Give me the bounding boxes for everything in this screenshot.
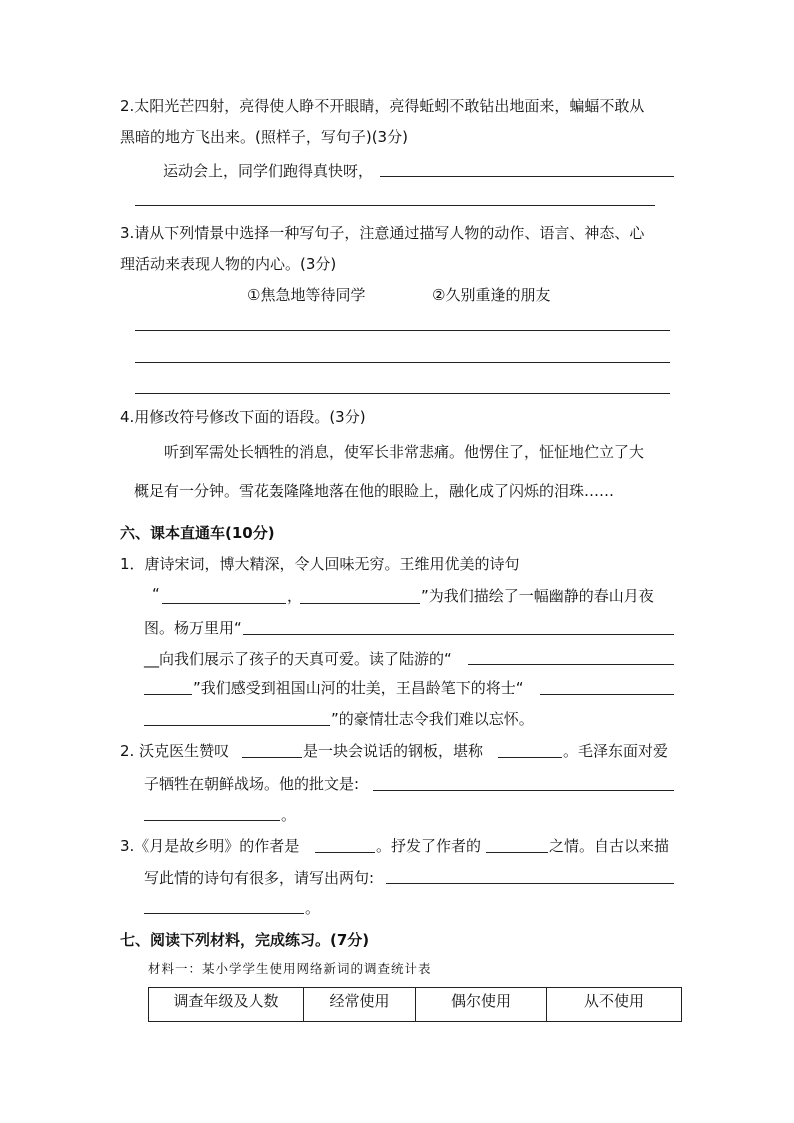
q4-title: 4.用修改符号修改下面的语段。(3分) [120,408,366,426]
s6-q3-line1-c: 之情。自古以来描 [549,837,670,855]
s6-q1-line3: 图。杨万里用“ [144,619,242,637]
s6-q1-blank-5[interactable] [144,694,192,695]
q3-answer-line-3[interactable] [135,393,670,394]
s6-q1-blank-3[interactable] [243,634,674,635]
s6-q1-blank-6[interactable] [540,694,674,695]
s6-q3-line1-a: 3.《月是故乡明》的作者是 [120,837,300,855]
s6-q2-blank-4[interactable] [144,820,280,821]
table-row [149,988,682,1022]
q2-answer-blank-1[interactable] [380,176,674,177]
q3-option-2: ②久别重逢的朋友 [432,286,551,304]
table-header-cell: 经常使用 [304,988,416,1022]
s6-q3-line2: 写此情的诗句有很多，请写出两句: [144,869,375,887]
s6-q2-blank-1[interactable] [242,757,302,758]
q2-line2: 黑暗的地方飞出来。(照样子，写句子)(3分) [120,128,408,146]
q2-prompt: 运动会上，同学们跑得真快呀， [163,162,374,180]
s6-q3-blank-3[interactable] [386,883,674,884]
s6-q2-blank-3[interactable] [373,790,674,791]
q3-line2: 理活动来表现人物的内心。(3分) [120,255,337,273]
section7-heading: 七、阅读下列材料，完成练习。(7分) [120,931,370,949]
s6-q3-blank-1[interactable] [315,852,375,853]
q4-paragraph-line1: 听到军需处长牺牲的消息，使军长非常悲痛。他愣住了，怔怔地伫立了大 [164,443,645,461]
s6-q1-line4-head: __向我们展示了孩子的天真可爱。读了陆游的“ [144,650,452,668]
survey-table [148,987,682,1022]
q2-answer-blank-2[interactable] [135,205,655,206]
material1-caption: 材料一：某小学学生使用网络新词的调查统计表 [148,961,432,976]
s6-q1-line6: ”的豪情壮志令我们难以忘怀。 [331,710,534,728]
q3-answer-line-2[interactable] [135,362,670,363]
s6-q2-line1-a: 2. 沃克医生赞叹 [120,742,230,760]
s6-q3-line3: 。 [305,899,321,917]
q3-option-1: ①焦急地等待同学 [247,286,366,304]
s6-q2-line2: 子牺牲在朝鲜战场。他的批文是: [144,775,360,793]
s6-q1-blank-2[interactable] [300,603,420,604]
s6-q3-blank-2[interactable] [486,852,548,853]
q3-line1: 3.请从下列情景中选择一种写句子，注意通过描写人物的动作、语言、神态、心 [120,224,645,242]
s6-q1-line1: 1．唐诗宋词，博大精深，令人回味无穷。王维用优美的诗句 [120,555,520,573]
s6-q2-blank-2[interactable] [498,757,562,758]
s6-q1-blank-4[interactable] [468,664,674,665]
s6-q1-line5: ”我们感受到祖国山河的壮美，王昌龄笔下的将士“ [193,679,524,697]
s6-q1-blank-1[interactable] [162,603,286,604]
s6-q2-line3: 。 [281,806,297,824]
section6-heading: 六、课本直通车(10分) [120,524,275,542]
s6-q2-line1-c: 。毛泽东面对爱 [563,742,669,760]
q4-paragraph-line2: 概足有一分钟。雪花轰隆隆地落在他的眼睑上，融化成了闪烁的泪珠…… [134,482,615,500]
s6-q3-blank-4[interactable] [144,913,304,914]
s6-q2-line1-b: 是一块会说话的钢板，堪称 [303,742,484,760]
s6-q3-line1-b: 。抒发了作者的 [376,837,482,855]
s6-q1-line2-tail: ”为我们描绘了一幅幽静的春山月夜 [421,587,654,605]
table-header-cell: 从不使用 [547,988,682,1022]
s6-q1-blank-7[interactable] [144,725,330,726]
s6-q1-open-quote: “ [152,585,160,603]
s6-q1-comma: ， [287,587,303,605]
q2-line1: 2.太阳光芒四射，亮得使人睁不开眼睛，亮得蚯蚓不敢钻出地面来，蝙蝠不敢从 [120,97,645,115]
table-header-cell: 偶尔使用 [416,988,547,1022]
q3-answer-line-1[interactable] [135,330,670,331]
table-header-cell: 调查年级及人数 [149,988,304,1022]
